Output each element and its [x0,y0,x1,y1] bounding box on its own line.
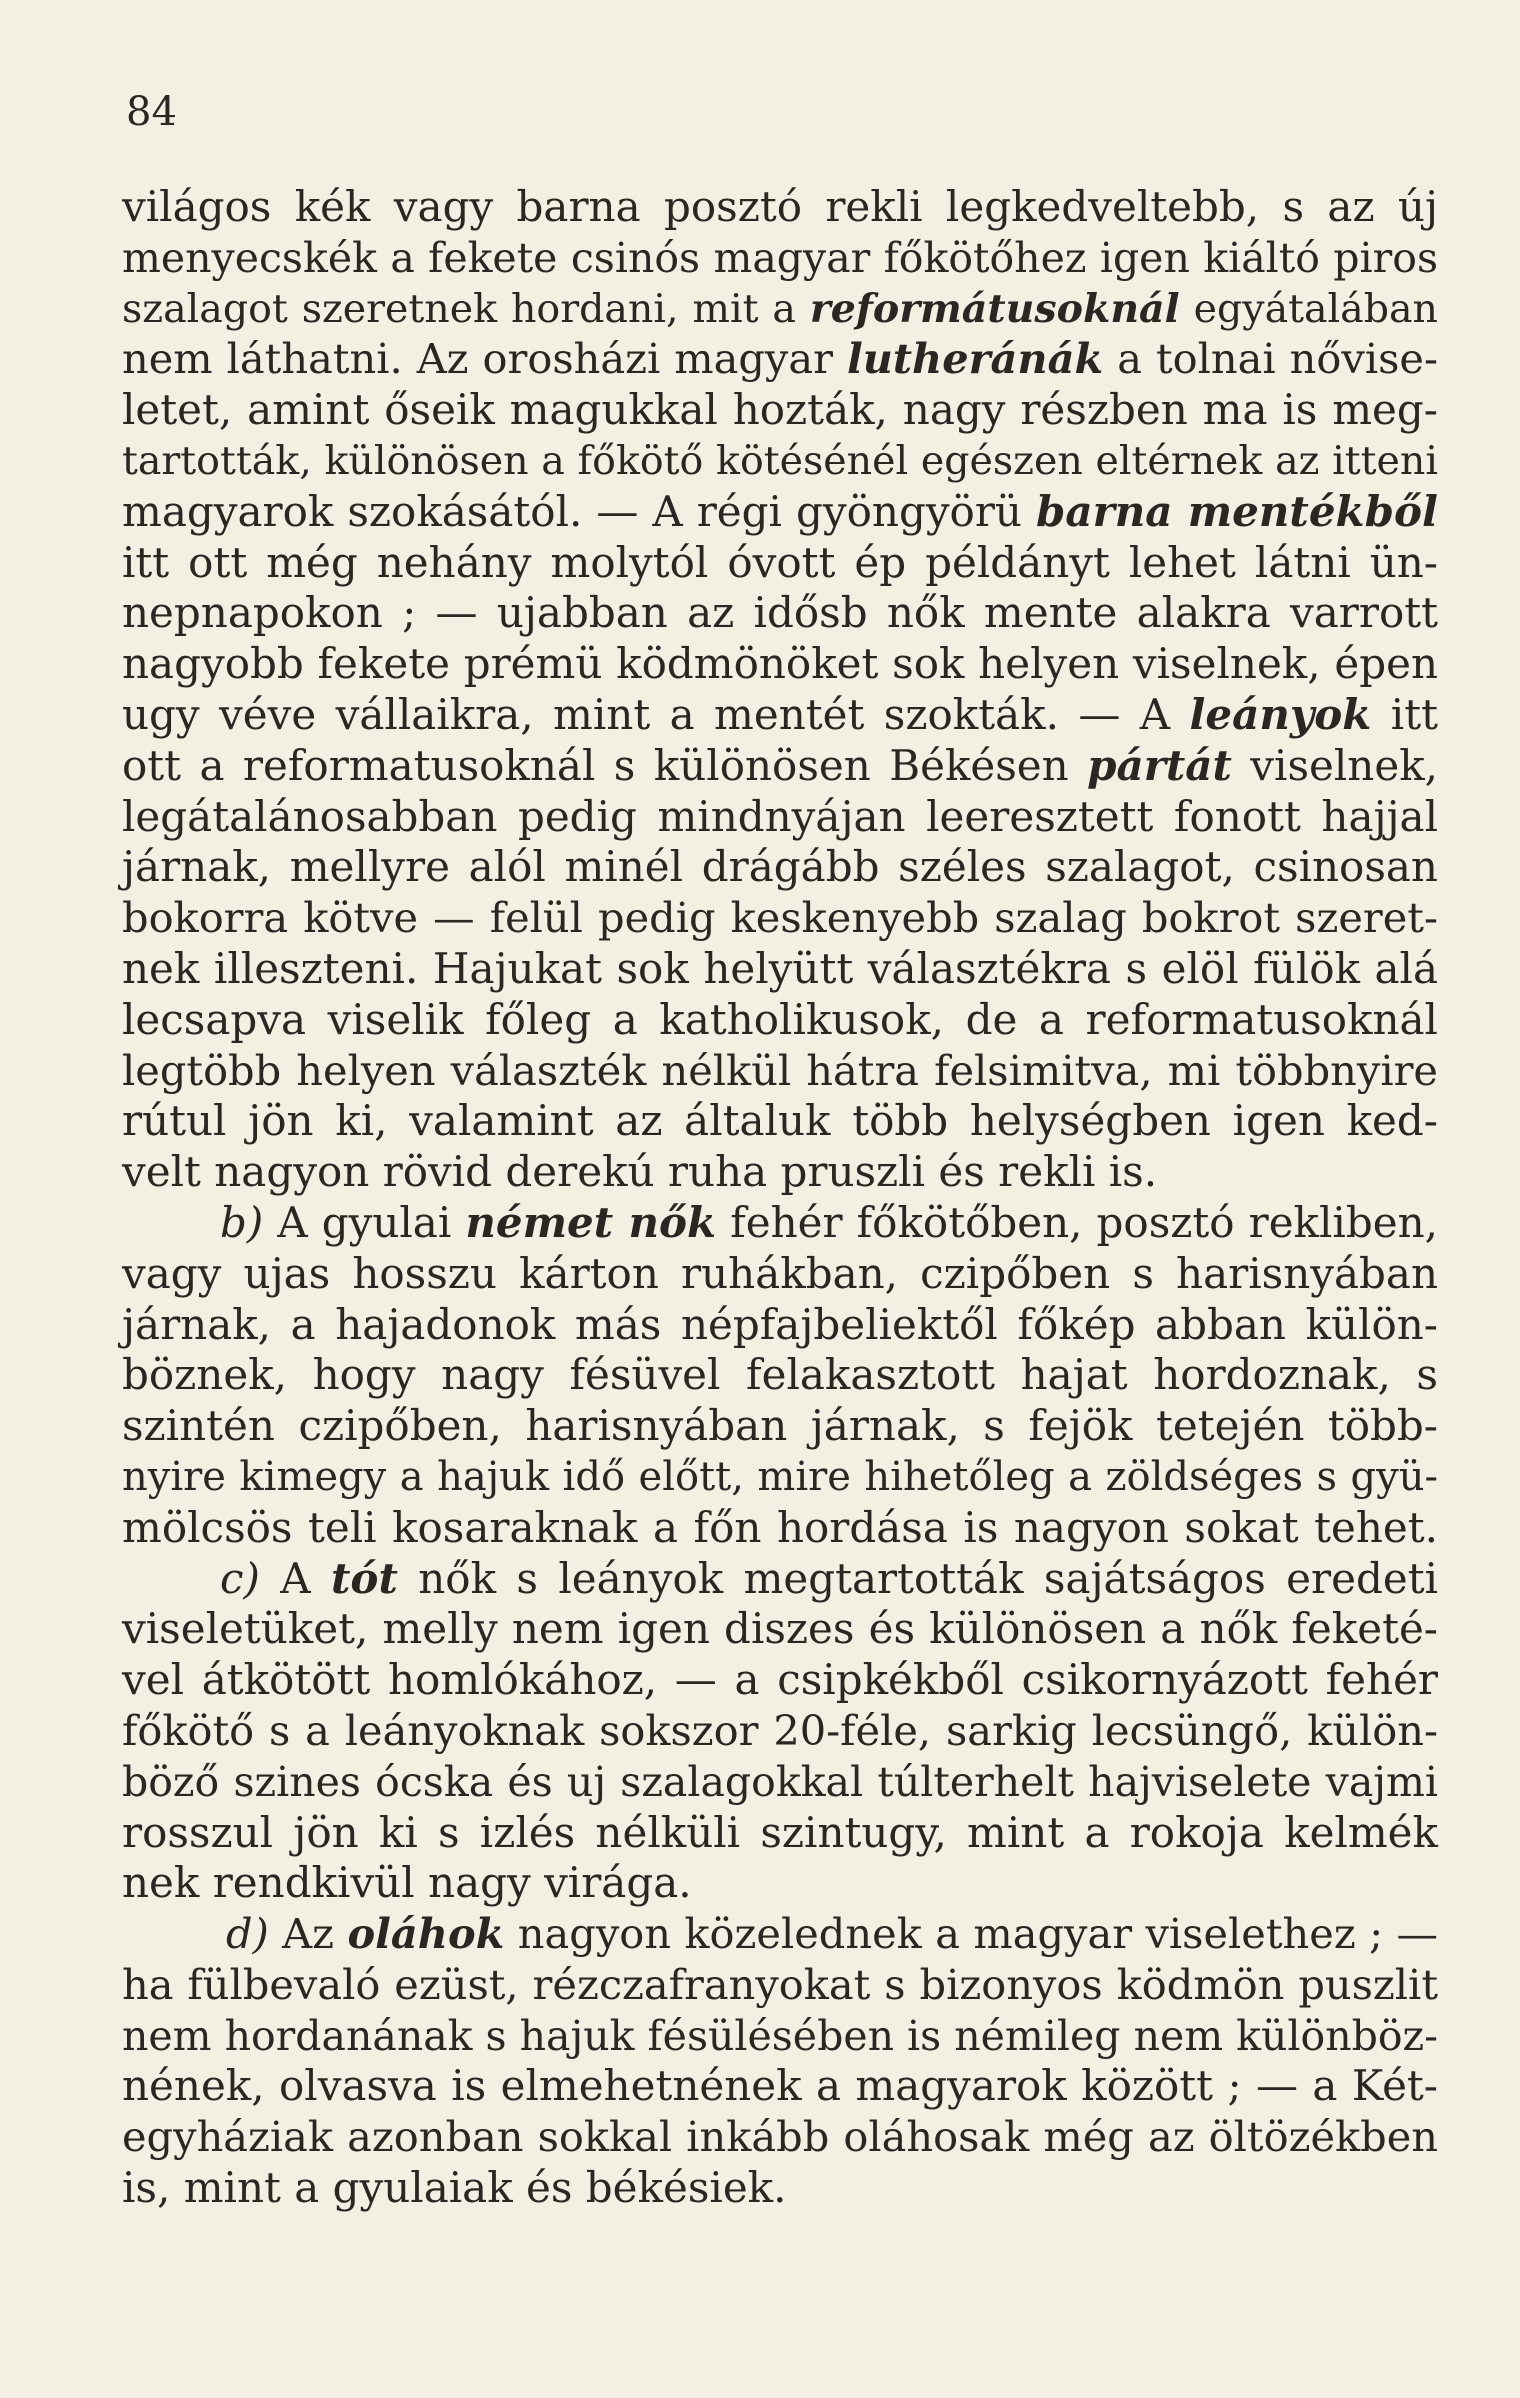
text-segment: nagyobb fekete prémü ködmönöket sok helyen viselnek, épen [122,639,1438,689]
text-segment: világos kék vagy barna posztó rekli legkedveltebb, s az új [122,182,1438,231]
text-line [122,182,1438,233]
text-segment: a tolnai nővise- [1103,334,1438,384]
emphasized-term: tót [331,1553,398,1603]
text-segment: tartották, különösen a főkötő kötésénél egészen eltérnek az itteni [122,437,1438,484]
text-line [122,1960,1438,2011]
text-line [122,1350,1438,1401]
text-segment: letet, amint őseik magukkal hozták, nagy részben ma is meg- [122,385,1438,435]
text-line [122,1604,1438,1655]
text-segment: vagy ujas hosszu kárton ruhákban, czipőben s harisnyában [122,1248,1438,1298]
emphasized-term: német nők [465,1197,717,1247]
text-line [122,1554,1438,1605]
text-segment: nem láthatni. Az orosházi magyar [122,334,847,384]
text-line [122,1300,1438,1351]
text-segment: nek rendkivül nagy virága. [122,1858,692,1908]
text-line [122,487,1438,538]
text-segment: böző szines ócska és uj szalagokkal túlterhelt hajviselete vajmi [122,1757,1438,1806]
text-line [122,1147,1438,1198]
text-line [122,436,1438,487]
text-segment: egyátalában [1179,285,1438,332]
text-segment: magyarok szokásától. — A régi gyöngyörü [122,486,1036,536]
text-segment: szalagot szeretnek hordani, mit a [122,285,810,332]
text-line [122,690,1438,741]
text-segment: ha fülbevaló ezüst, rézczafranyokat s bizonyos ködmön puszlit [122,1959,1438,2009]
text-line [122,1452,1438,1503]
text-segment: A gyulai [263,1197,466,1247]
text-line [122,741,1438,792]
text-line [122,1655,1438,1706]
emphasized-term: reformátusoknál [809,285,1180,332]
text-segment: járnak, mellyre alól minél drágább széles szalagot, csinosan [122,842,1438,892]
text-line [122,1198,1438,1249]
text-line [122,893,1438,944]
text-line [122,2011,1438,2062]
text-line [122,1909,1438,1960]
text-segment: nyire kimegy a hajuk idő előtt, mire hihetőleg a zöldséges s gyü- [122,1453,1438,1500]
text-segment: itt ott még nehány molytól óvott ép példányt lehet látni ün- [122,537,1438,587]
text-segment: ugy véve vállaikra, mint a mentét szokták. — A [122,689,1190,739]
text-line [122,944,1438,995]
text-segment: nek illeszteni. Hajukat sok helyütt választékra s elöl fülök alá [122,943,1438,993]
text-line [122,842,1438,893]
text-segment: ott a reformatusoknál s különösen Békésen [122,740,1088,790]
text-segment: egyháziak azonban sokkal inkább oláhosak még az öltözékben [122,2112,1438,2162]
text-line [122,1706,1438,1757]
body-text [122,182,1438,2214]
text-line [122,995,1438,1046]
text-segment: nem hordanának s hajuk fésülésében is némileg nem különböz- [122,2011,1438,2060]
text-segment: velt nagyon rövid derekú ruha pruszli és rekli is. [122,1147,1158,1197]
text-segment: viseletüket, melly nem igen diszes és különösen a nők feketé- [122,1604,1438,1654]
text-line [122,1808,1438,1859]
list-marker: b) [220,1197,264,1247]
text-segment: is, mint a gyulaiak és békésiek. [122,2163,787,2213]
text-segment: lecsapva viselik főleg a katholikusok, de a reformatusoknál [122,994,1438,1044]
emphasized-term: leányok [1189,689,1372,739]
text-segment: rosszul jön ki s izlés nélküli szintugy, mint a rokoja kelmék [122,1807,1438,1857]
text-line [122,538,1438,589]
text-segment: vel átkötött homlókához, — a csipkékből csikornyázott fehér [122,1655,1438,1705]
emphasized-term: lutheránák [846,334,1104,384]
text-segment: Az [268,1909,348,1959]
text-line [122,233,1438,284]
list-marker: c) [220,1553,260,1603]
text-segment: járnak, a hajadonok más népfajbeliektől főkép abban külön- [122,1299,1438,1349]
text-segment: A [259,1553,332,1603]
text-segment: főkötő s a leányoknak sokszor 20-féle, sarkig lecsüngő, külön- [122,1705,1438,1755]
emphasized-term: pártát [1087,740,1232,790]
text-line [122,2112,1438,2163]
text-segment: nének, olvasva is elmehetnének a magyarok között ; — a Két- [122,2061,1438,2111]
text-line [122,1046,1438,1097]
text-line [122,1503,1438,1554]
text-line [122,1858,1438,1909]
emphasized-term: oláhok [347,1909,505,1959]
text-segment: mölcsös teli kosaraknak a főn hordása is nagyon sokat tehet. [122,1502,1438,1552]
text-line [122,385,1438,436]
text-line [122,284,1438,335]
text-segment: nagyon közelednek a magyar viselethez ; — [504,1909,1439,1959]
text-segment: nők s leányok megtartották sajátságos eredeti [397,1553,1438,1603]
text-line [122,792,1438,843]
text-line [122,588,1438,639]
list-marker: d) [226,1909,269,1959]
text-line [122,2061,1438,2112]
text-segment: viselnek, [1231,740,1439,790]
page-number: 84 [126,89,177,135]
text-segment: legtöbb helyen választék nélkül hátra felsimitva, mi többnyire [122,1045,1438,1095]
text-segment: szintén czipőben, harisnyában járnak, s fejök tetején több- [122,1401,1438,1451]
text-segment: rútul jön ki, valamint az általuk több helységben igen ked- [122,1096,1438,1146]
text-line [122,334,1438,385]
text-line [122,1401,1438,1452]
text-segment: itt [1371,689,1438,739]
text-segment: fehér főkötőben, posztó rekliben, [716,1197,1439,1247]
text-line [122,1096,1438,1147]
text-line [122,1757,1438,1808]
text-line [122,1249,1438,1300]
text-segment: menyecskék a fekete csinós magyar főkötőhez igen kiáltó piros [122,233,1438,282]
text-segment: legátalánosabban pedig mindnyájan leeresztett fonott hajjal [122,791,1438,841]
text-line [122,2163,1438,2214]
text-segment: böznek, hogy nagy fésüvel felakasztott hajat hordoznak, s [122,1350,1438,1400]
text-line [122,639,1438,690]
text-segment: bokorra kötve — felül pedig keskenyebb szalag bokrot szeret- [122,893,1438,943]
emphasized-term: barna mentékből [1035,486,1438,536]
text-segment: nepnapokon ; — ujabban az idősb nők mente alakra varrott [122,588,1438,638]
